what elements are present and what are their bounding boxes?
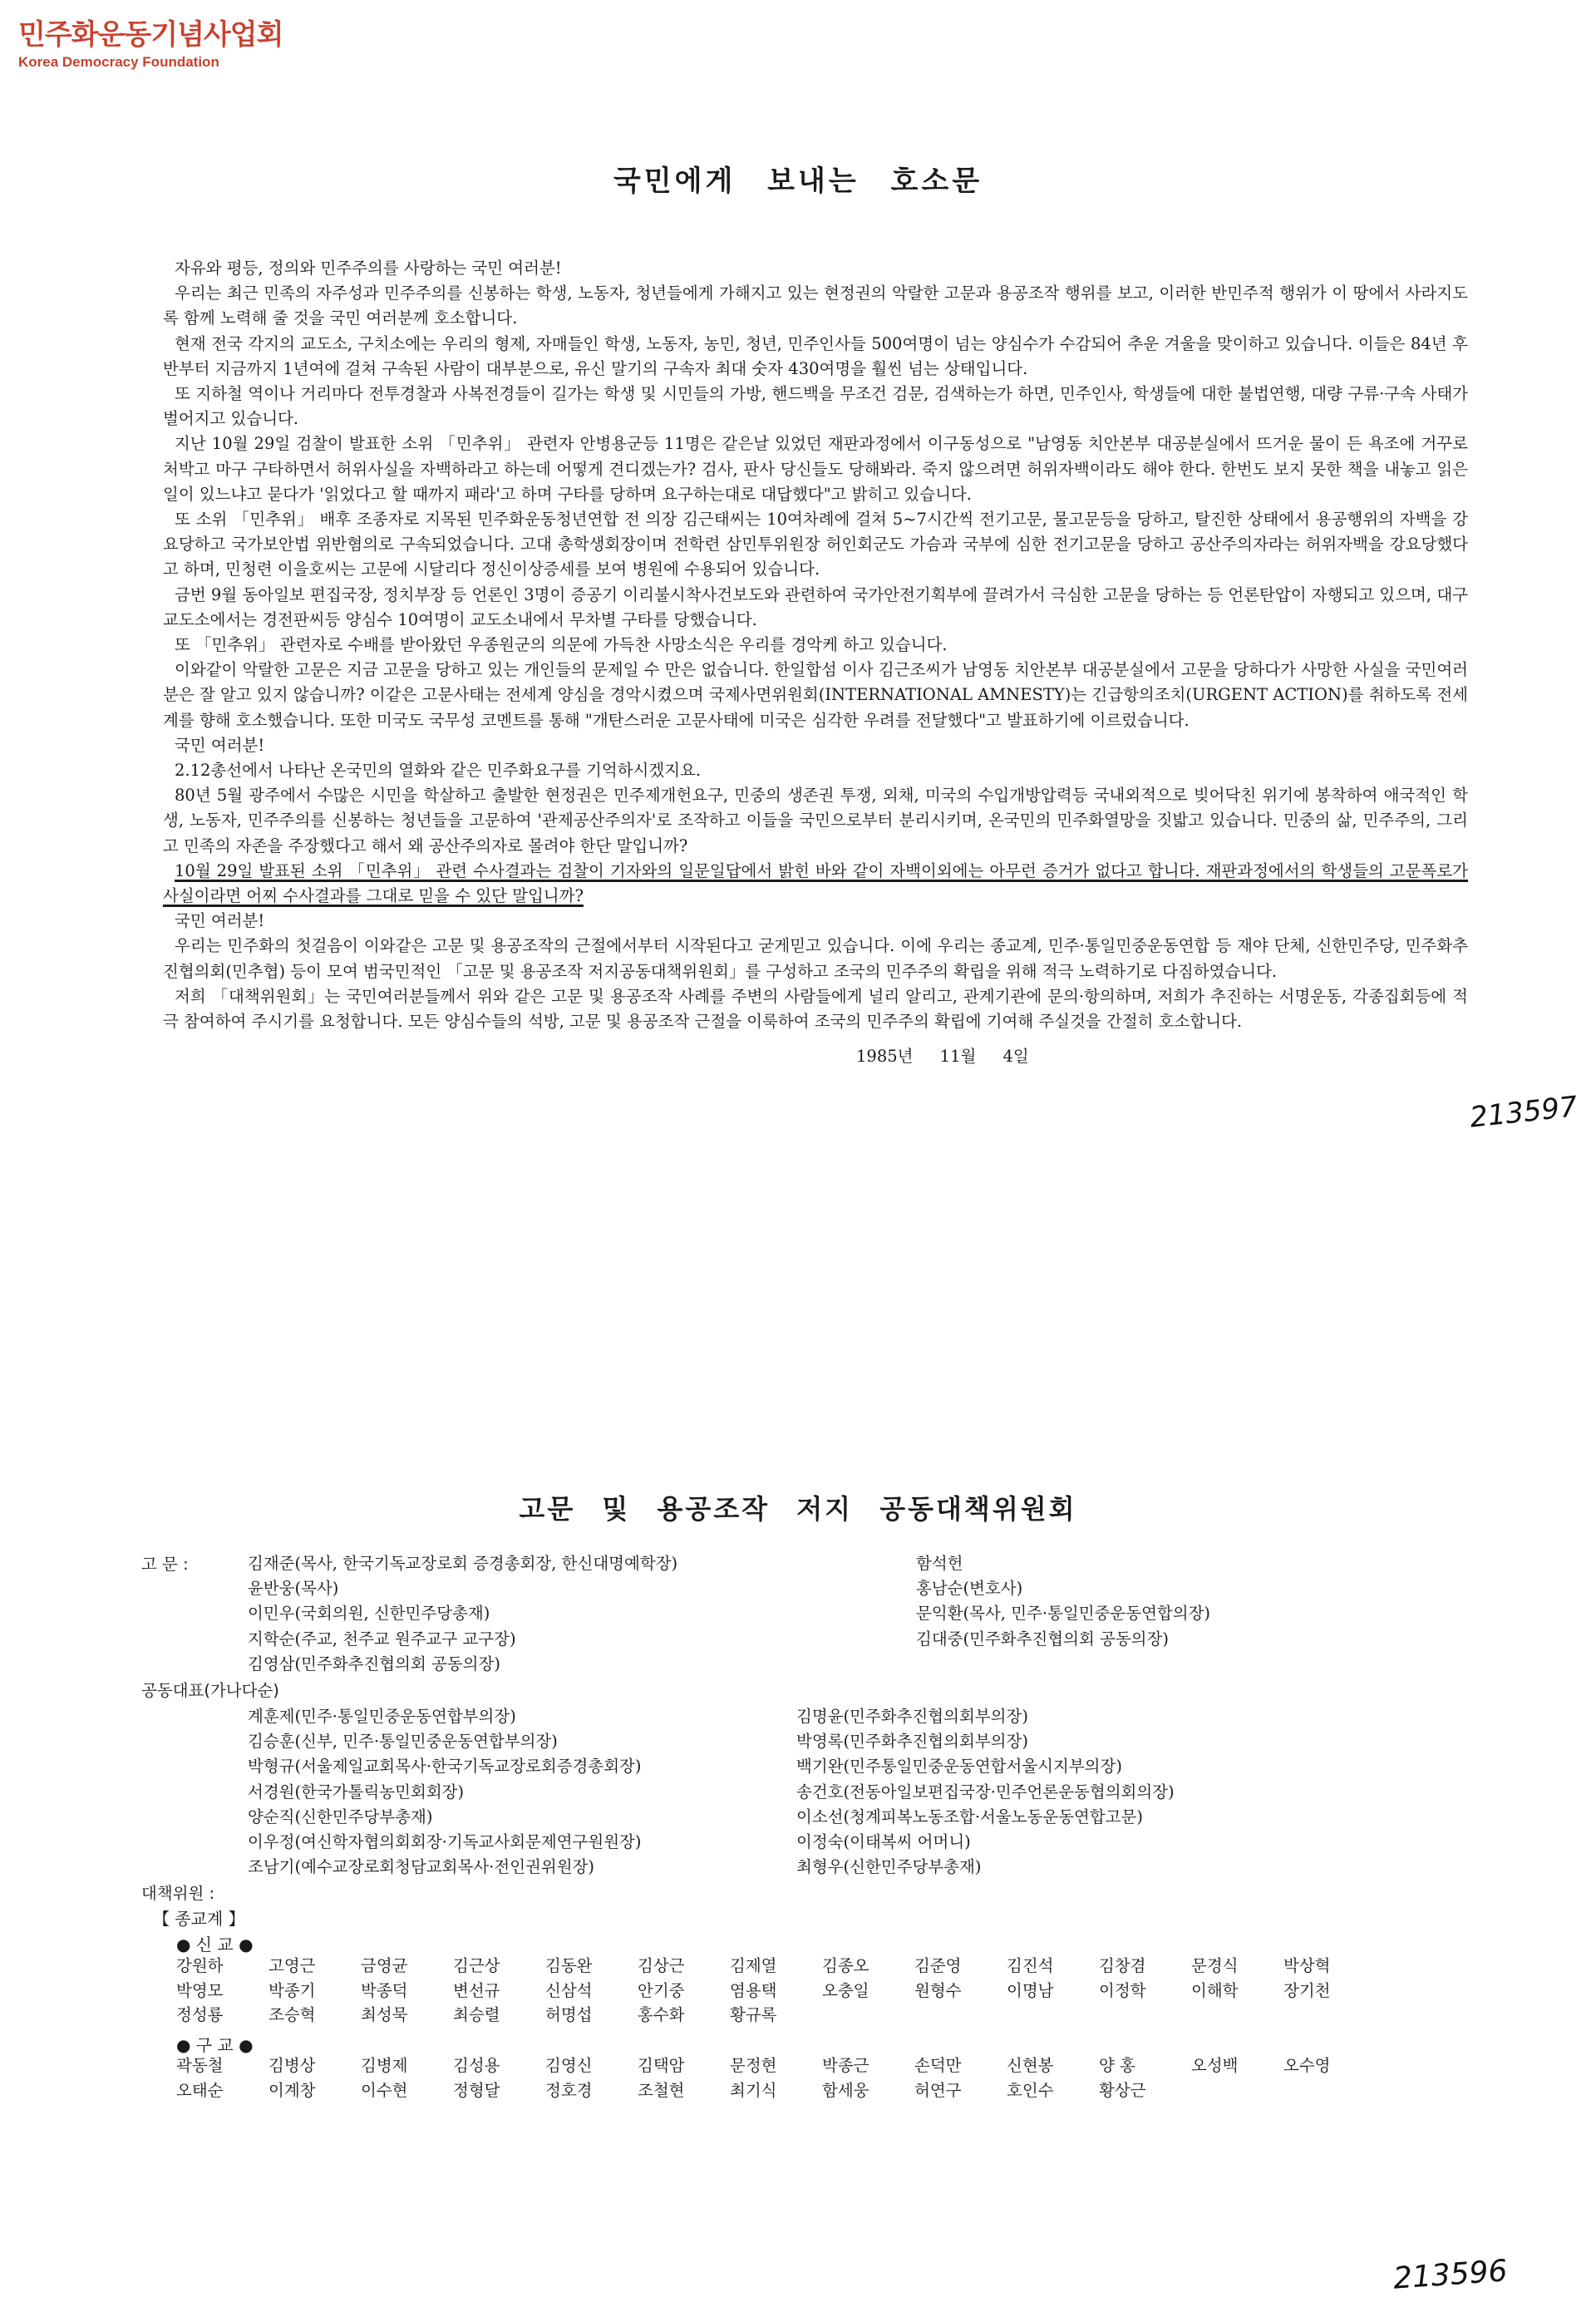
list-item: 지학순(주교, 천주교 원주교구 교구장): [248, 1629, 516, 1649]
member-name: 김동완: [545, 1956, 593, 1975]
list-item: 김명윤(민주화추진협의회부의장): [796, 1707, 1028, 1726]
member-name: 박종덕: [361, 1980, 408, 2000]
advisors-label: 고 문 :: [141, 1555, 189, 1574]
member-name: 김창겸: [1099, 1956, 1146, 1975]
protestant-names: [176, 1954, 1376, 2028]
member-name: 박종근: [822, 2056, 869, 2075]
member-name: 허명섭: [545, 2005, 593, 2024]
list-item: 박영록(민주화추진협의회부의장): [796, 1732, 1028, 1752]
list-item: 송건호(전동아일보편집국장·민주언론운동협의회의장): [796, 1782, 1175, 1802]
member-name: 최승렬: [453, 2005, 500, 2024]
member-name: 양 홍: [1099, 2056, 1135, 2075]
paragraph: 저희 「대책위원회」는 국민여러분들께서 위와 같은 고문 및 용공조작 사례를 주변의 사람들에게 널리 알리고, 관계기관에 문의·항의하며, 저희가 추진하는 서명운동, 각종집회등에 적극 참여하여 주시기를 요청합니다. 모든 양심수들의 석방, 고문 및 용공조작 근절을 이룩하여 조국의 민주주의 확립에 기여해 주실것을 간절히 호소합니다.: [163, 986, 1468, 1032]
catholic-label: ● 구 교 ●: [176, 2035, 254, 2055]
member-name: 오충일: [822, 1980, 869, 2000]
member-name: 김진석: [1007, 1956, 1054, 1975]
member-name: 이명남: [1007, 1980, 1054, 2000]
member-name: 김근상: [453, 1956, 500, 1975]
member-name: 이계창: [268, 2080, 316, 2100]
member-name: 오성백: [1191, 2056, 1239, 2075]
paragraph: 현재 전국 각지의 교도소, 구치소에는 우리의 형제, 자매들인 학생, 노동자, 농민, 청년, 민주인사들 500여명이 넘는 양심수가 수감되어 추운 겨울을 맞이하고 있습니다. 이들은 84년 후반부터 지금까지 1년여에 걸쳐 구속된 사람이 대부분으로, 유신 말기의 구속자 최대 숫자 430여명을 훨씬 넘는 상태입니다.: [163, 333, 1468, 378]
handwritten-bottom-number: 213596: [1392, 2254, 1509, 2296]
list-item: 양순직(신한민주당부총재): [248, 1807, 433, 1826]
logo-english: Korea Democracy Foundation: [18, 54, 219, 70]
members-label: 대책위원 :: [141, 1884, 215, 1903]
protestant-label: ● 신 교 ●: [176, 1935, 254, 1955]
member-name: 허연구: [914, 2080, 962, 2100]
member-name: 강원하: [176, 1956, 224, 1975]
member-name: 정형달: [453, 2080, 500, 2100]
member-name: 조철현: [638, 2080, 685, 2100]
member-name: 최성묵: [361, 2005, 408, 2024]
paragraph: 2.12총선에서 나타난 온국민의 열화와 같은 민주화요구를 기억하시겠지요.: [175, 761, 702, 781]
member-name: 김병제: [361, 2056, 408, 2075]
list-item: 이우정(여신학자협의회회장·기독교사회문제연구원원장): [248, 1831, 642, 1851]
list-item: 이소선(청계피복노동조합·서울노동운동연합고문): [796, 1807, 1143, 1826]
member-name: 김영신: [545, 2056, 593, 2075]
list-item: 최형우(신한민주당부총재): [796, 1857, 982, 1877]
member-name: 문경식: [1191, 1956, 1239, 1975]
list-item: 김재준(목사, 한국기독교장로회 증경총회장, 한신대명예학장): [248, 1554, 678, 1573]
member-name: 김병상: [268, 2056, 316, 2075]
handwritten-margin-number: 213597: [1468, 1090, 1579, 1135]
advisors-left-list: [248, 1551, 677, 1677]
member-name: 곽동철: [176, 2056, 224, 2075]
member-name: 장기천: [1283, 1980, 1331, 2000]
paragraph: 우리는 민주화의 첫걸음이 이와같은 고문 및 용공조작의 근절에서부터 시작된다고 굳게믿고 있습니다. 이에 우리는 종교계, 민주·통일민중운동연합 등 재야 단체, 신한민주당, 민주화추진협의회(민추협) 등이 모여 범국민적인 「고문 및 용공조작 저지공동대책위원회」를 구성하고 조국의 민주주의 확립을 위해 적극 노력하기로 다짐하였습니다.: [163, 936, 1468, 981]
list-item: 홍남순(변호사): [916, 1579, 1023, 1599]
member-name: 오태순: [176, 2080, 224, 2100]
list-item: 김영삼(민주화추진협의회 공동의장): [248, 1654, 500, 1674]
list-item: 윤반웅(목사): [248, 1579, 339, 1599]
appeal-body: [163, 256, 1468, 1070]
member-name: 김성용: [453, 2056, 500, 2075]
list-item: 이민우(국회의원, 신한민주당총재): [248, 1604, 490, 1624]
member-name: 정호경: [545, 2080, 593, 2100]
member-name: 이해학: [1191, 1980, 1239, 2000]
committee-name: 고문 및 용공조작 저지 공동대책위원회: [519, 1493, 1077, 1525]
member-name: 문정현: [730, 2056, 777, 2075]
list-item: 함석헌: [916, 1554, 963, 1573]
document-date: 1985년 11월 4일: [856, 1047, 1029, 1067]
list-item: 백기완(민주통일민중운동연합서울시지부의장): [796, 1757, 1122, 1777]
paragraph: 또 「민추위」 관련자로 수배를 받아왔던 우종원군의 의문에 가득찬 사망소식은 우리를 경악케 하고 있습니다.: [175, 635, 948, 655]
member-name: 김종오: [822, 1956, 869, 1975]
member-name: 금영균: [361, 1956, 408, 1975]
catholic-names: [176, 2053, 1376, 2102]
document-title: 국민에게 보내는 호소문: [613, 165, 983, 198]
list-item: 박형규(서울제일교회목사·한국기독교장로회증경총회장): [248, 1757, 642, 1777]
member-name: 김택암: [638, 2056, 685, 2075]
foundation-logo: [18, 12, 283, 71]
member-name: 함세웅: [822, 2080, 869, 2100]
member-name: 변선규: [453, 1980, 500, 2000]
advisors-right-list: [916, 1551, 1210, 1652]
member-name: 박종기: [268, 1980, 316, 2000]
paragraph-underlined: 10월 29일 발표된 소위 「민추위」 관련 수사결과는 검찰이 기자와의 일문일답에서 밝힌 바와 같이 자백이외에는 아무런 증거가 없다고 합니다. 재판과정에서의 학생들의 고문폭로가 사실이라면 어찌 수사결과를 그대로 믿을 수 있단 말입니까?: [163, 860, 1468, 906]
paragraph: 국민 여러분!: [175, 735, 265, 755]
member-name: 홍수화: [638, 2005, 685, 2024]
paragraph: 지난 10월 29일 검찰이 발표한 소위 「민추위」 관련자 안병용군등 11명은 같은날 있었던 재판과정에서 이구동성으로 "남영동 치안본부 대공분실에서 뜨거운 물이 든 욕조에 거꾸로 처박고 마구 구타하면서 허위사실을 자백하라고 하는데 어떻게 견디겠는가? 검사, 판사 당신들도 당해봐라. 죽지 않으려면 허위자백이라도 해야 한다. 한번도 보지 못한 책을 내놓고 읽은 일이 있느냐고 묻다가 '읽었다고 할 때까지 패라'고 하며 구타를 당하며 요구하는대로 대답했다"고 밝히고 있습니다.: [163, 434, 1468, 504]
paragraph: 자유와 평등, 정의와 민주주의를 사랑하는 국민 여러분!: [175, 259, 562, 278]
list-item: 이정숙(이태복씨 어머니): [796, 1831, 971, 1851]
paragraph: 또 소위 「민추위」 배후 조종자로 지목된 민주화운동청년연합 전 의장 김근태씨는 10여차례에 걸쳐 5~7시간씩 전기고문, 물고문등을 당하고, 탈진한 상태에서 용공행위의 자백을 강요당하고 국가보안법 위반혐의로 구속되었습니다. 고대 총학생회장이며 전학련 삼민투위원장 허인회군도 가슴과 국부에 심한 전기고문을 당하고 공산주의자라는 허위자백을 강요당했다고 하며, 민청련 이을호씨는 고문에 시달리다 정신이상증세를 보여 병원에 수용되어 있습니다.: [163, 510, 1468, 579]
list-item: 조남기(예수교장로회청담교회목사·전인권위원장): [248, 1857, 594, 1877]
member-name: 정성룡: [176, 2005, 224, 2024]
member-name: 이정학: [1099, 1980, 1146, 2000]
list-item: 김대중(민주화추진협의회 공동의장): [916, 1629, 1169, 1649]
paragraph: 또 지하철 역이나 거리마다 전투경찰과 사복전경들이 길가는 학생 및 시민들의 가방, 핸드백을 무조건 검문, 검색하는가 하면, 민주인사, 학생들에 대한 불법연행, 대량 구류·구속 사태가 벌어지고 있습니다.: [163, 384, 1468, 429]
member-name: 김준영: [914, 1956, 962, 1975]
reps-left-list: [248, 1704, 642, 1880]
religion-label: 【 종교계 】: [153, 1909, 245, 1929]
member-name: 호인수: [1007, 2080, 1054, 2100]
member-name: 박영모: [176, 1980, 224, 2000]
member-name: 신삼석: [545, 1980, 593, 2000]
member-name: 원형수: [914, 1980, 962, 2000]
member-name: 김제열: [730, 1956, 777, 1975]
paragraph: 우리는 최근 민족의 자주성과 민주주의를 신봉하는 학생, 노동자, 청년들에게 가해지고 있는 현정권의 악랄한 고문과 용공조작 행위를 보고, 이러한 반민주적 행위가 이 땅에서 사라지도록 함께 노력해 줄 것을 국민 여러분께 호소합니다.: [163, 283, 1468, 328]
member-name: 이수현: [361, 2080, 408, 2100]
member-name: 최기식: [730, 2080, 777, 2100]
list-item: 계훈제(민주·통일민중운동연합부의장): [248, 1707, 516, 1726]
member-name: 신현봉: [1007, 2056, 1054, 2075]
paragraph: 이와같이 악랄한 고문은 지금 고문을 당하고 있는 개인들의 문제일 수 만은 없습니다. 한일합섬 이사 김근조씨가 남영동 치안본부 대공분실에서 고문을 당하다가 사망한 사실을 국민여러분은 잘 알고 있지 않습니까? 이같은 고문사태는 전세계 양심을 경악시켰으며 국제사면위원회(INTERNATIONAL AMNESTY)는 긴급항의조치(URGENT ACTION)를 취하도록 전세계를 향해 호소했습니다. 또한 미국도 국무성 코멘트를 통해 "개탄스러운 고문사태에 미국은 심각한 우려를 전달했다"고 발표하기에 이르렀습니다.: [163, 660, 1468, 730]
logo-korean: 민주화운동기념사업회: [18, 18, 283, 52]
member-name: 염용택: [730, 1980, 777, 2000]
list-item: 문익환(목사, 민주·통일민중운동연합의장): [916, 1604, 1211, 1624]
paragraph: 80년 5월 광주에서 수많은 시민을 학살하고 출발한 현정권은 민주제개헌요구, 민중의 생존권 투쟁, 외채, 미국의 수입개방압력등 국내외적으로 빚어닥친 위기에 봉착하여 애국적인 학생, 노동자, 민주주의를 신봉하는 청년들을 고문하여 '관제공산주의자'로 조작하고 이들을 국민으로부터 분리시키며, 온국민의 민주화열망을 짓밟고 있습니다. 민중의 삶, 민주주의, 그리고 민족의 자존을 주장했다고 해서 왜 공산주의자로 몰려야 한단 말입니까?: [163, 786, 1468, 855]
member-name: 안기중: [638, 1980, 685, 2000]
member-name: 오수영: [1283, 2056, 1331, 2075]
reps-label: 공동대표(가나다순): [141, 1681, 279, 1700]
paragraph: 금번 9월 동아일보 편집국장, 정치부장 등 언론인 3명이 증공기 이리불시착사건보도와 관련하여 국가안전기획부에 끌려가서 극심한 고문을 당하는 등 언론탄압이 자행되고 있으며, 대구교도소에서는 경전판씨등 양심수 10여명이 교도소내에서 무차별 구타를 당했습니다.: [163, 584, 1468, 629]
member-name: 조승혁: [268, 2005, 316, 2024]
member-name: 황상근: [1099, 2080, 1146, 2100]
list-item: 김승훈(신부, 민주·통일민중운동연합부의장): [248, 1732, 558, 1752]
member-name: 김상근: [638, 1956, 685, 1975]
member-name: 황규록: [730, 2005, 777, 2024]
member-name: 고영근: [268, 1956, 316, 1975]
paragraph: 국민 여러분!: [175, 911, 265, 931]
member-name: 손덕만: [914, 2056, 962, 2075]
list-item: 서경원(한국가톨릭농민회회장): [248, 1782, 465, 1802]
reps-right-list: [796, 1704, 1175, 1880]
member-name: 박상혁: [1283, 1956, 1331, 1975]
